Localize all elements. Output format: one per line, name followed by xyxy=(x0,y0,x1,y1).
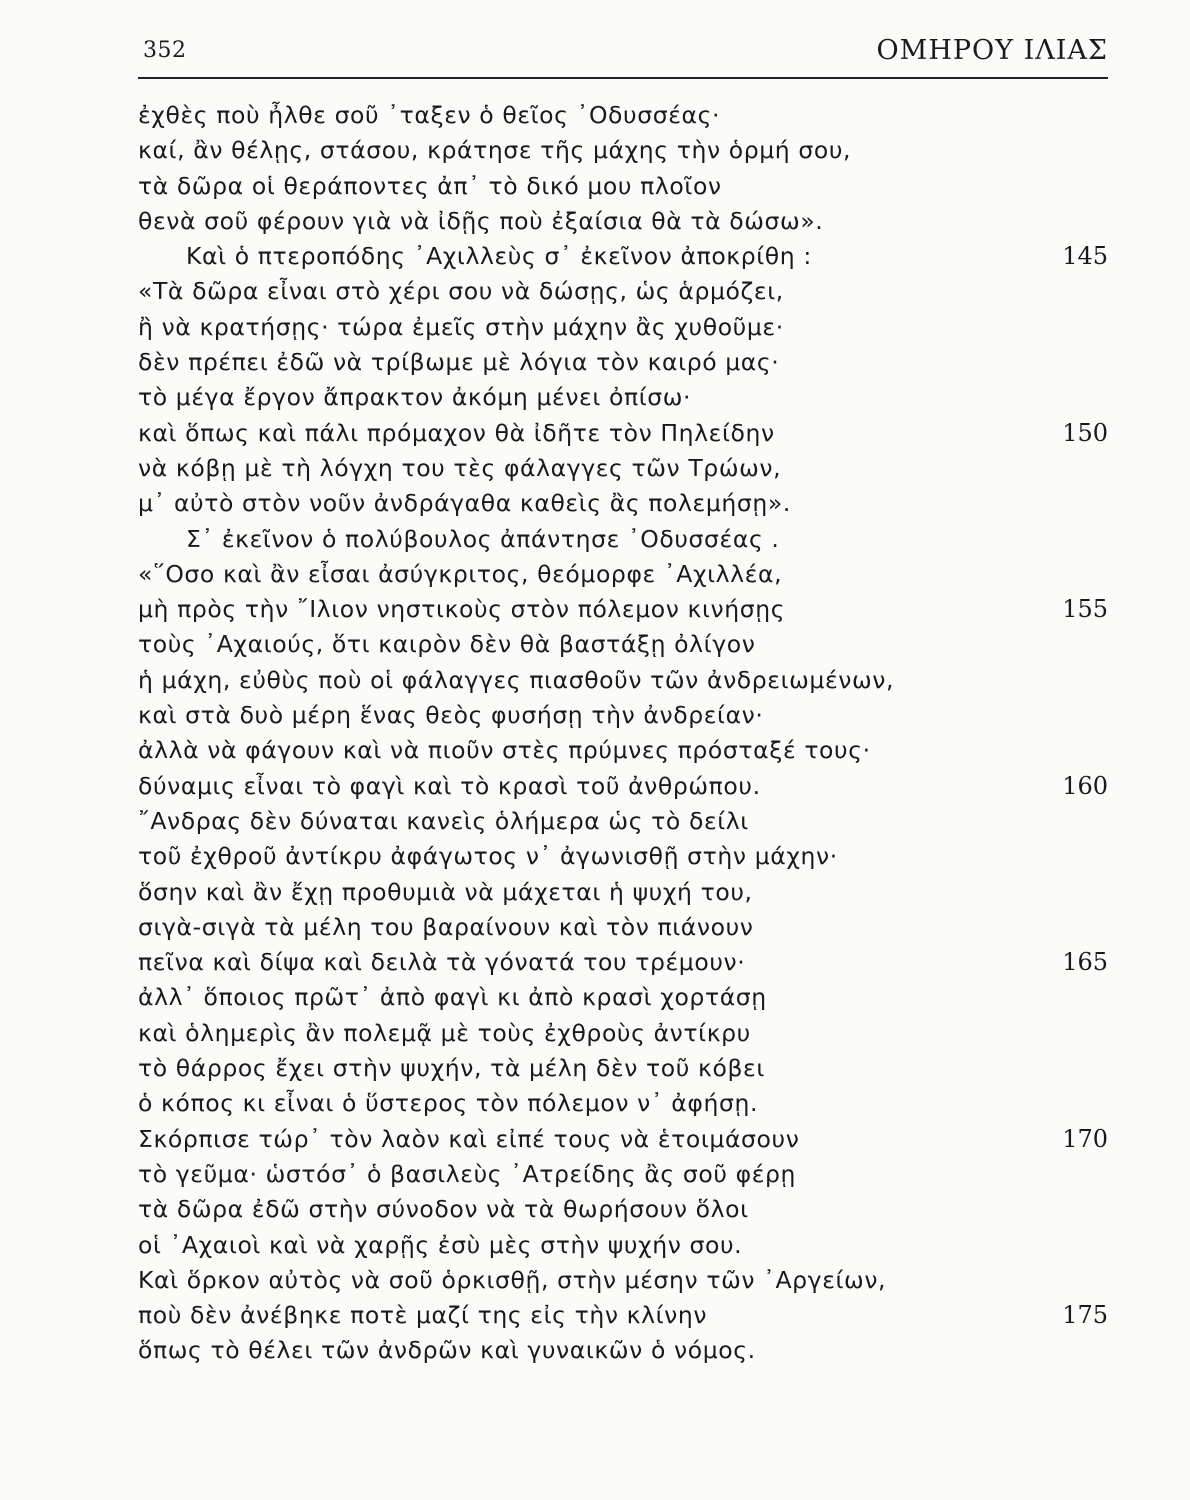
verse-line xyxy=(0,627,1190,662)
verse-line xyxy=(0,1298,1190,1333)
verse-text: ἀλλ᾿ ὅποιος πρῶτ᾿ ἀπὸ φαγὶ κι ἀπὸ κρασὶ χορτάσῃ xyxy=(138,983,767,1012)
verse-text: τὰ δῶρα οἱ θεράποντες ἀπ᾿ τὸ δικό μου πλοῖον xyxy=(138,171,722,200)
verse-text: σιγὰ-σιγὰ τὰ μέλη του βαραίνουν καὶ τὸν πιάνουν xyxy=(138,912,754,941)
verse-text: τὸ μέγα ἔργον ἄπρακτον ἀκόμη μένει ὀπίσω· xyxy=(138,383,692,412)
verse-text: θενὰ σοῦ φέρουν γιὰ νὰ ἰδῇς ποὺ ἐξαίσια θὰ τὰ δώσω». xyxy=(138,206,824,235)
verse-text: ῎Ανδρας δὲν δύναται κανεὶς ὁλήμερα ὡς τὸ δείλι xyxy=(138,806,749,835)
verse-line xyxy=(0,945,1190,980)
line-number: 145 xyxy=(1062,242,1108,271)
verse-text: ποὺ δὲν ἀνέβηκε ποτὲ μαζί της εἰς τὴν κλίνην xyxy=(138,1301,708,1330)
verse-line xyxy=(0,486,1190,521)
verse-text: Σ᾿ ἐκεῖνον ὁ πολύβουλος ἀπάντησε ᾿Οδυσσέας . xyxy=(186,524,780,553)
verse-line xyxy=(0,416,1190,451)
verse-text: τὰ δῶρα ἐδῶ στὴν σύνοδον νὰ τὰ θωρήσουν ὅλοι xyxy=(138,1195,749,1224)
line-number: 160 xyxy=(1062,771,1108,800)
verse-text: τὸ γεῦμα· ὡστόσ᾿ ὁ βασιλεὺς ᾿Ατρείδης ἂς σοῦ φέρῃ xyxy=(138,1159,797,1188)
running-title: ΟΜΗΡΟΥ ΙΛΙΑΣ xyxy=(876,35,1108,66)
verse-line xyxy=(0,1263,1190,1298)
verse-text: ὅπως τὸ θέλει τῶν ἀνδρῶν καὶ γυναικῶν ὁ νόμος. xyxy=(138,1336,756,1365)
verse-line xyxy=(0,380,1190,415)
verse-text: τοῦ ἐχθροῦ ἀντίκρυ ἀφάγωτος ν᾿ ἀγωνισθῇ στὴν μάχην· xyxy=(138,842,838,871)
verse-line xyxy=(0,1157,1190,1192)
verse-text: μ᾿ αὐτὸ στὸν νοῦν ἀνδράγαθα καθεὶς ἂς πολεμήσῃ». xyxy=(138,489,791,518)
verse-text: «῞Οσο καὶ ἂν εἶσαι ἀσύγκριτος, θεόμορφε ᾿Αχιλλέα, xyxy=(138,559,783,588)
verse-line xyxy=(0,451,1190,486)
verse-line xyxy=(0,698,1190,733)
verse-line xyxy=(0,1086,1190,1121)
verse-line xyxy=(0,592,1190,627)
verse-text: μὴ πρὸς τὴν ῎Ιλιον νηστικοὺς στὸν πόλεμον κινήσῃς xyxy=(138,595,786,624)
verse-line xyxy=(0,980,1190,1015)
line-number: 155 xyxy=(1062,595,1108,624)
verse-line xyxy=(0,1192,1190,1227)
verse-text: καὶ ὅπως καὶ πάλι πρόμαχον θὰ ἰδῆτε τὸν Πηλείδην xyxy=(138,418,775,447)
verse-line xyxy=(0,1016,1190,1051)
verse-line xyxy=(0,274,1190,309)
verse-text: ἐχθὲς ποὺ ἦλθε σοῦ ᾿ταξεν ὁ θεῖος ᾿Οδυσσέας· xyxy=(138,101,721,129)
verse-text: Καὶ ὅρκον αὐτὸς νὰ σοῦ ὁρκισθῇ, στὴν μέσην τῶν ᾿Αργείων, xyxy=(138,1265,887,1294)
verse-text: τὸ θάρρος ἔχει στὴν ψυχήν, τὰ μέλη δὲν τοῦ κόβει xyxy=(138,1054,765,1083)
verse-line xyxy=(0,98,1190,133)
verse-line xyxy=(0,663,1190,698)
verse-line xyxy=(0,733,1190,768)
line-number: 170 xyxy=(1062,1124,1108,1153)
verse-line xyxy=(0,1122,1190,1157)
verse-line xyxy=(0,804,1190,839)
verse-text: καὶ ὁλημερὶς ἂν πολεμᾷ μὲ τοὺς ἐχθροὺς ἀντίκρυ xyxy=(138,1018,751,1047)
verse-text: ὁ κόπος κι εἶναι ὁ ὕστερος τὸν πόλεμον ν᾿ ἀφήσῃ. xyxy=(138,1089,759,1118)
page-number: 352 xyxy=(143,38,187,63)
verse-text: ὅσην καὶ ἂν ἔχῃ προθυμιὰ νὰ μάχεται ἡ ψυχή του, xyxy=(138,877,753,906)
verse-line xyxy=(0,1333,1190,1368)
verse-text: Καὶ ὁ πτεροπόδης ᾿Αχιλλεὺς σ᾿ ἐκεῖνον ἀποκρίθη : xyxy=(186,242,812,271)
verse-text: Σκόρπισε τώρ᾿ τὸν λαὸν καὶ εἰπέ τους νὰ ἑτοιμάσουν xyxy=(138,1124,800,1153)
line-number: 150 xyxy=(1062,418,1108,447)
verse-line xyxy=(0,557,1190,592)
verse-line xyxy=(0,769,1190,804)
verse-text: ἢ νὰ κρατήσῃς· τώρα ἐμεῖς στὴν μάχην ἂς χυθοῦμε· xyxy=(138,312,784,341)
verse-line xyxy=(0,310,1190,345)
line-number: 165 xyxy=(1062,948,1108,977)
verse-text: δὲν πρέπει ἐδῶ νὰ τρίβωμε μὲ λόγια τὸν καιρό μας· xyxy=(138,348,780,377)
verse-text: οἱ ᾿Αχαιοὶ καὶ νὰ χαρῇς ἐσὺ μὲς στὴν ψυχήν σου. xyxy=(138,1230,743,1259)
verse-block xyxy=(0,98,1190,1369)
verse-line xyxy=(0,1228,1190,1263)
verse-line xyxy=(0,522,1190,557)
verse-line xyxy=(0,839,1190,874)
verse-line xyxy=(0,133,1190,168)
verse-line xyxy=(0,910,1190,945)
verse-text: ἀλλὰ νὰ φάγουν καὶ νὰ πιοῦν στὲς πρύμνες πρόσταξέ τους· xyxy=(138,736,871,765)
verse-text: καί, ἂν θέλῃς, στάσου, κράτησε τῆς μάχης τὴν ὁρμή σου, xyxy=(138,136,852,165)
verse-text: νὰ κόβῃ μὲ τὴ λόγχη του τὲς φάλαγγες τῶν Τρώων, xyxy=(138,453,782,482)
verse-text: τοὺς ᾿Αχαιούς, ὅτι καιρὸν δὲν θὰ βαστάξῃ ὀλίγον xyxy=(138,630,756,659)
verse-text: καὶ στὰ δυὸ μέρη ἕνας θεὸς φυσήσῃ τὴν ἀνδρείαν· xyxy=(138,701,764,730)
verse-line xyxy=(0,169,1190,204)
verse-text: πεῖνα καὶ δίψα καὶ δειλὰ τὰ γόνατά του τρέμουν· xyxy=(138,948,746,977)
verse-line xyxy=(0,204,1190,239)
verse-text: ἡ μάχη, εὐθὺς ποὺ οἱ φάλαγγες πιασθοῦν τῶν ἀνδρειωμένων, xyxy=(138,665,895,694)
verse-text: δύναμις εἶναι τὸ φαγὶ καὶ τὸ κρασὶ τοῦ ἀνθρώπου. xyxy=(138,771,761,800)
line-number: 175 xyxy=(1062,1301,1108,1330)
verse-line xyxy=(0,345,1190,380)
verse-line xyxy=(0,1051,1190,1086)
verse-line xyxy=(0,875,1190,910)
header-rule xyxy=(138,77,1108,79)
verse-text: «Τὰ δῶρα εἶναι στὸ χέρι σου νὰ δώσῃς, ὡς ἁρμόζει, xyxy=(138,277,784,306)
verse-line xyxy=(0,239,1190,274)
